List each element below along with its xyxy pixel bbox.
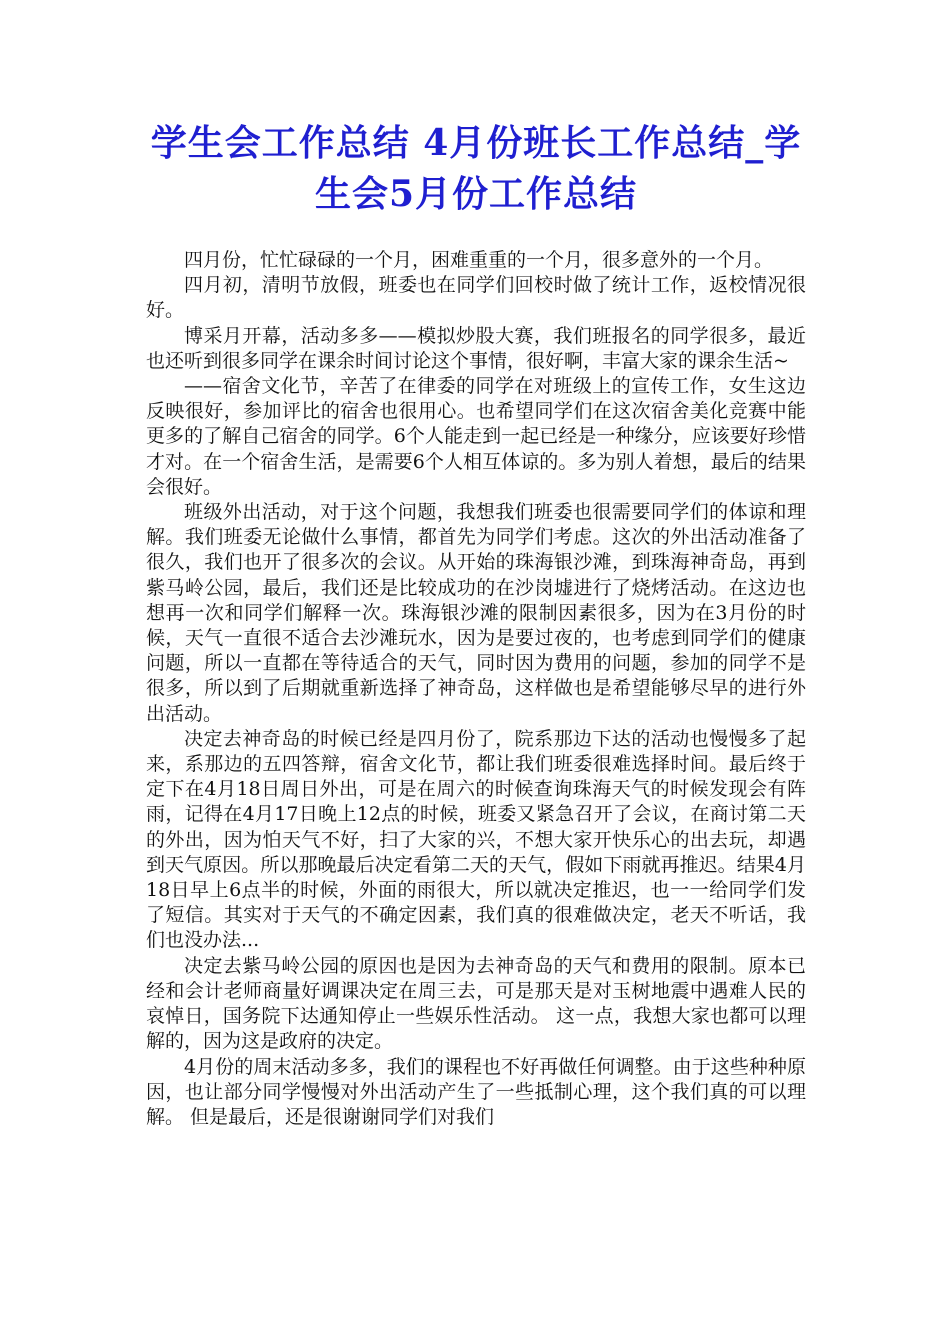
document-page bbox=[146, 118, 806, 1130]
document-body bbox=[146, 248, 806, 1130]
paragraph: 博采月开幕，活动多多——模拟炒股大赛，我们班报名的同学很多，最近也还听到很多同学在课余时间讨论这个事情，很好啊，丰富大家的课余生活~ bbox=[146, 324, 806, 372]
document-title: 学生会工作总结 4月份班长工作总结_学生会5月份工作总结 bbox=[150, 122, 802, 215]
paragraph: 4月份的周末活动多多，我们的课程也不好再做任何调整。由于这些种种原因，也让部分同学慢慢对外出活动产生了一些抵制心理，这个我们真的可以理解。 但是最后，还是很谢谢同学们对我们 bbox=[146, 1055, 806, 1128]
paragraph: 决定去紫马岭公园的原因也是因为去神奇岛的天气和费用的限制。原本已经和会计老师商量好调课决定在周三去，可是那天是对玉树地震中遇难人民的哀悼日，国务院下达通知停止一些娱乐性活动。 这一点，我想大家也都可以理解的，因为这是政府的决定。 bbox=[146, 954, 806, 1053]
paragraph: ——宿舍文化节，辛苦了在律委的同学在对班级上的宣传工作，女生这边反映很好，参加评比的宿舍也很用心。也希望同学们在这次宿舍美化竞赛中能更多的了解自己宿舍的同学。6个人能走到一起已经是一种缘分，应该要好珍惜才对。在一个宿舍生活，是需要6个人相互体谅的。多为别人着想，最后的结果会很好。 bbox=[146, 375, 806, 498]
paragraph: 班级外出活动，对于这个问题，我想我们班委也很需要同学们的体谅和理解。我们班委无论做什么事情，都首先为同学们考虑。这次的外出活动准备了很久，我们也开了很多次的会议。从开始的珠海银沙滩，到珠海神奇岛，再到紫马岭公园，最后，我们还是比较成功的在沙岗墟进行了烧烤活动。在这边也想再一次和同学们解释一次。珠海银沙滩的限制因素很多，因为在3月份的时候，天气一直很不适合去沙滩玩水，因为是要过夜的，也考虑到同学们的健康问题，所以一直都在等待适合的天气，同时因为费用的问题，参加的同学不是很多，所以到了后期就重新选择了神奇岛，这样做也是希望能够尽早的进行外出活动。 bbox=[146, 501, 806, 725]
paragraph: 四月初，清明节放假，班委也在同学们回校时做了统计工作，返校情况很好。 bbox=[146, 274, 806, 322]
paragraph: 四月份，忙忙碌碌的一个月，困难重重的一个月，很多意外的一个月。 bbox=[184, 249, 774, 271]
paragraph: 决定去神奇岛的时候已经是四月份了，院系那边下达的活动也慢慢多了起来，系那边的五四答辩，宿舍文化节，都让我们班委很难选择时间。最后终于定下在4月18日周日外出，可是在周六的时候查询珠海天气的时候发现会有阵雨，记得在4月17日晚上12点的时候，班委又紧急召开了会议，在商讨第二天的外出，因为怕天气不好，扫了大家的兴，不想大家开快乐心的出去玩，却遇到天气原因。所以那晚最后决定看第二天的天气，假如下雨就再推迟。结果4月18日早上6点半的时候，外面的雨很大，所以就决定推迟，也一一给同学们发了短信。其实对于天气的不确定因素，我们真的很难做决定，老天不听话，我们也没办法... bbox=[146, 727, 806, 952]
